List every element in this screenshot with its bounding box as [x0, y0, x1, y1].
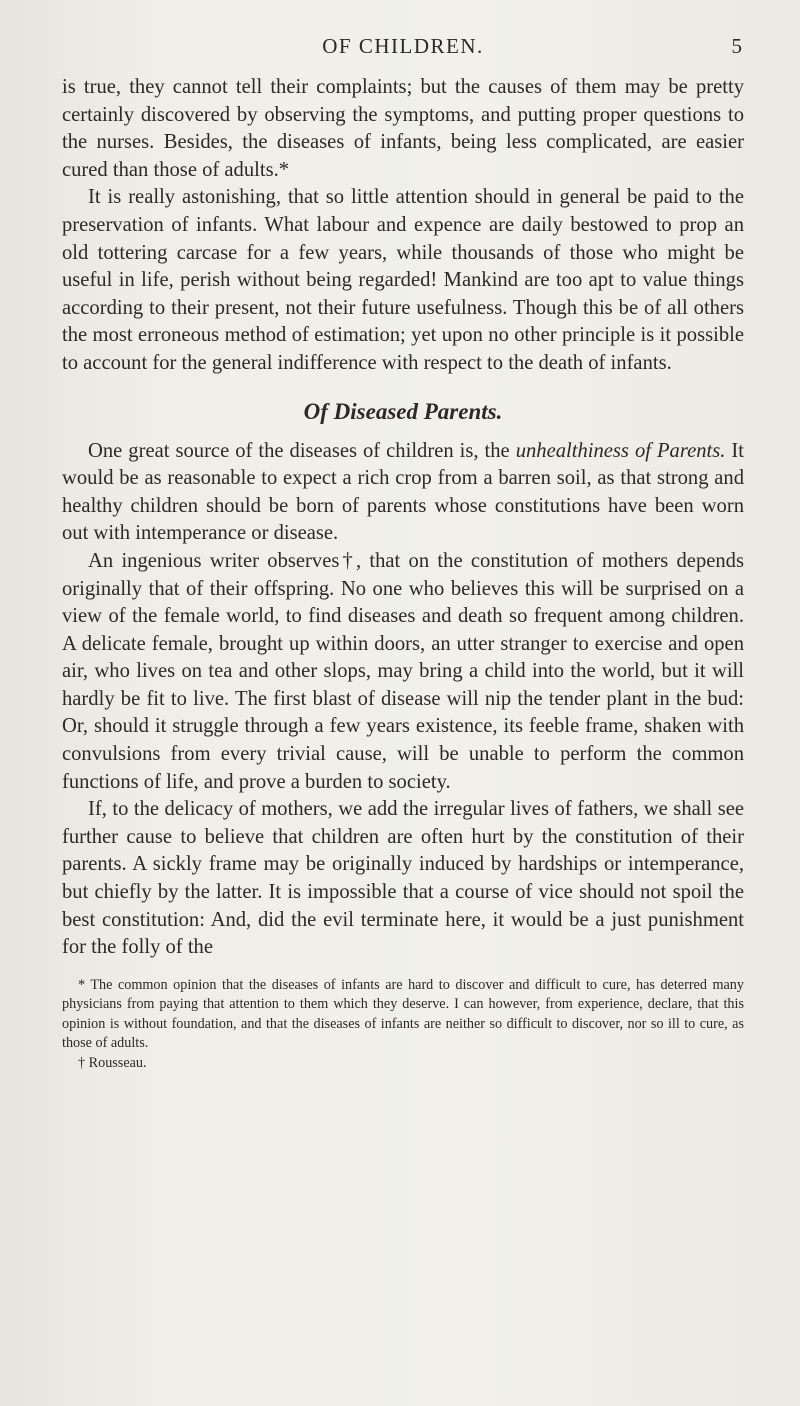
paragraph-continued: is true, they cannot tell their complaints; but the causes of them may be pretty certainly discovered by observing the symptoms, and putting proper questions to the nurses. Besides, the diseases of infants, being less complicated, are easier cured than those of adults.* — [62, 76, 744, 181]
paragraph-text: One great source of the diseases of children is, the — [88, 439, 516, 462]
paragraph-mothers-constitution: An ingenious writer observes†, that on the constitution of mothers depends originally that of their offspring. No one who believes this will be surprised on a view of the female world, to find diseases and death so frequent among children. A delicate female, brought up within doors, an utter stranger to exercise and open air, who lives on tea and other slops, may bring a child into the world, but it will hardly be fit to live. The first blast of disease will nip the tender plant in the bud: Or, should it struggle through a few years existence, its feeble frame, shaken with convulsions from every trivial cause, will be unable to perform the common functions of life, and prove a burden to society. — [62, 549, 744, 793]
running-head — [62, 34, 744, 74]
paragraph-unhealthy-parents — [62, 438, 744, 548]
section-heading: Of Diseased Parents. — [303, 398, 503, 424]
page-number: 5 — [731, 34, 742, 58]
footnote-dagger: † Rousseau. — [78, 1054, 147, 1071]
footnotes — [62, 976, 744, 1074]
main-text — [62, 74, 744, 962]
paragraph-fathers-lives: If, to the delicacy of mothers, we add the irregular lives of fathers, we shall see further cause to believe that children are often hurt by the constitution of their parents. A sickly frame may be originally induced by hardships or intemperance, but chiefly by the latter. It is impossible that a course of vice should not spoil the best constitution: And, did the evil terminate here, it would be a just punishment for the folly of the — [62, 798, 744, 959]
paragraph-text: It would be as reasonable to expect a rich crop from a barren soil, as that strong and healthy children should be born of parents whose constitutions have been worn out with intemperance or disease. — [62, 439, 745, 545]
footnote-asterisk: * The common opinion that the diseases of infants are hard to discover and difficult to cure, has deterred many physicians from paying that attention to them which they deserve. I can however, from experience, declare, that this opinion is without foundation, and that the diseases of infants are neither so difficult to discover, nor so ill to cure, as those of adults. — [62, 976, 744, 1052]
running-title: OF CHILDREN. — [322, 34, 484, 58]
emphasis-text: unhealthiness of Parents. — [515, 439, 726, 462]
paragraph-attention-to-infants: It is really astonishing, that so little attention should in general be paid to the preservation of infants. What labour and expence are daily bestowed to prop an old tottering carcase for a few years, while thousands of those who might be useful in life, perish without being regarded! Mankind are too apt to value things according to their present, not their future usefulness. Though this be of all others the most erroneous method of estimation; yet upon no other principle is it possible to account for the general indifference with respect to the death of infants. — [62, 186, 744, 374]
